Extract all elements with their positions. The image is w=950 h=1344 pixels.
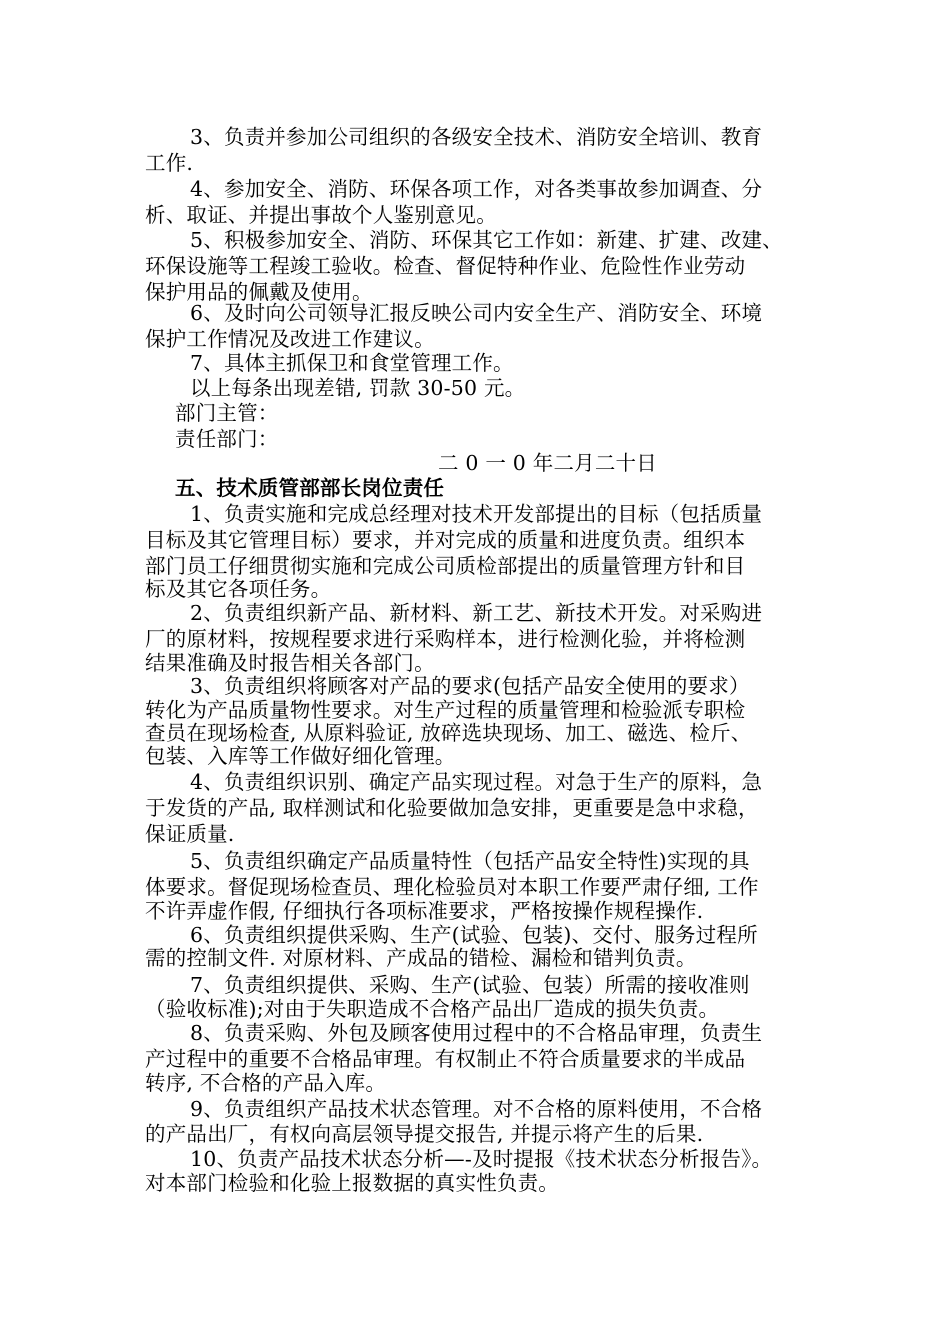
s5-item-7-line-2: （验收标准);对由于失职造成不合格产品出厂造成的损失负责。 — [145, 997, 720, 1021]
section-5-heading: 五、技术质管部部长岗位责任 — [175, 476, 445, 500]
s5-item-2-line-2: 厂的原材料，按规程要求进行采购样本，进行检测化验，并将检测 — [145, 627, 746, 651]
s5-item-6-line-1: 6、负责组织提供采购、生产(试验、包装)、交付、服务过程所 — [190, 923, 758, 947]
s5-item-8-line-2: 产过程中的重要不合格品审理。有权制止不符合质量要求的半成品 — [145, 1047, 746, 1071]
prev-item-6-line-2: 保护工作情况及改进工作建议。 — [145, 327, 435, 351]
s5-item-3-line-2: 转化为产品质量物性要求。对生产过程的质量管理和检验派专职检 — [145, 698, 746, 722]
prev-item-7-line-1: 7、具体主抓保卫和食堂管理工作。 — [190, 351, 514, 375]
s5-item-4-line-3: 保证质量. — [145, 822, 235, 846]
prev-item-5-line-1: 5、积极参加安全、消防、环保其它工作如：新建、扩建、改建、 — [190, 228, 783, 252]
s5-item-6-line-2: 需的控制文件. 对原材料、产成品的错检、漏检和错判负责。 — [145, 946, 697, 970]
s5-item-3-line-1: 3、负责组织将顾客对产品的要求(包括产品安全使用的要求） — [190, 674, 750, 698]
s5-item-10-line-1: 10、负责产品技术状态分析—-及时提报《技术状态分析报告》。 — [190, 1147, 773, 1171]
s5-item-8-line-1: 8、负责采购、外包及顾客使用过程中的不合格品审理，负责生 — [190, 1021, 763, 1045]
prev-item-4-line-1: 4、参加安全、消防、环保各项工作，对各类事故参加调查、分 — [190, 177, 763, 201]
s5-item-3-line-4: 包装、入库等工作做好细化管理。 — [145, 744, 456, 768]
s5-item-7-line-1: 7、负责组织提供、采购、生产(试验、包装）所需的接收准则 — [190, 973, 750, 997]
s5-item-2-line-1: 2、负责组织新产品、新材料、新工艺、新技术开发。对采购进 — [190, 601, 763, 625]
s5-item-9-line-2: 的产品出厂，有权向高层领导提交报告, 并提示将产生的后果. — [145, 1122, 704, 1146]
s5-item-5-line-2: 体要求。督促现场检查员、理化检验员对本职工作要严肃仔细, 工作 — [145, 875, 759, 899]
s5-item-1-line-1: 1、负责实施和完成总经理对技术开发部提出的目标（包括质量 — [190, 502, 763, 526]
penalty-note: 以上每条出现差错, 罚款 30-50 元。 — [190, 376, 526, 400]
s5-item-5-line-3: 不许弄虚作假, 仔细执行各项标准要求，严格按操作规程操作. — [145, 899, 704, 923]
s5-item-1-line-3: 部门员工仔细贯彻实施和完成公司质检部提出的质量管理方针和目 — [145, 554, 746, 578]
s5-item-10-line-2: 对本部门检验和化验上报数据的真实性负责。 — [145, 1171, 559, 1195]
s5-item-9-line-1: 9、负责组织产品技术状态管理。对不合格的原料使用，不合格 — [190, 1097, 763, 1121]
s5-item-1-line-2: 目标及其它管理目标）要求，并对完成的质量和进度负责。组织本 — [145, 528, 746, 552]
s5-item-3-line-3: 查员在现场检查, 从原料验证, 放碎选块现场、加工、磁选、检斤、 — [145, 721, 752, 745]
prev-item-3-line-2: 工作. — [145, 151, 194, 175]
prev-item-6-line-1: 6、及时向公司领导汇报反映公司内安全生产、消防安全、环境 — [190, 301, 763, 325]
s5-item-4-line-1: 4、负责组织识别、确定产品实现过程。对急于生产的原料，急 — [190, 770, 763, 794]
dept-label: 责任部门： — [175, 427, 279, 451]
s5-item-2-line-3: 结果准确及时报告相关各部门。 — [145, 651, 435, 675]
s5-item-5-line-1: 5、负责组织确定产品质量特性（包括产品安全特性)实现的具 — [190, 849, 750, 873]
prev-item-3-line-1: 3、负责并参加公司组织的各级安全技术、消防安全培训、教育 — [190, 125, 763, 149]
s5-item-4-line-2: 于发货的产品, 取样测试和化验要做加急安排，更重要是急中求稳， — [145, 796, 759, 820]
date-line: 二 0 一 0 年二月二十日 — [438, 451, 657, 475]
prev-item-5-line-2: 环保设施等工程竣工验收。检查、督促特种作业、危险性作业劳动 — [145, 254, 746, 278]
supervisor-label: 部门主管： — [175, 401, 279, 425]
prev-item-4-line-2: 析、取证、并提出事故个人鉴别意见。 — [145, 203, 497, 227]
s5-item-8-line-3: 转序, 不合格的产品入库。 — [145, 1071, 387, 1095]
s5-item-1-line-4: 标及其它各项任务。 — [145, 577, 332, 601]
prev-item-5-line-3: 保护用品的佩戴及使用。 — [145, 280, 373, 304]
